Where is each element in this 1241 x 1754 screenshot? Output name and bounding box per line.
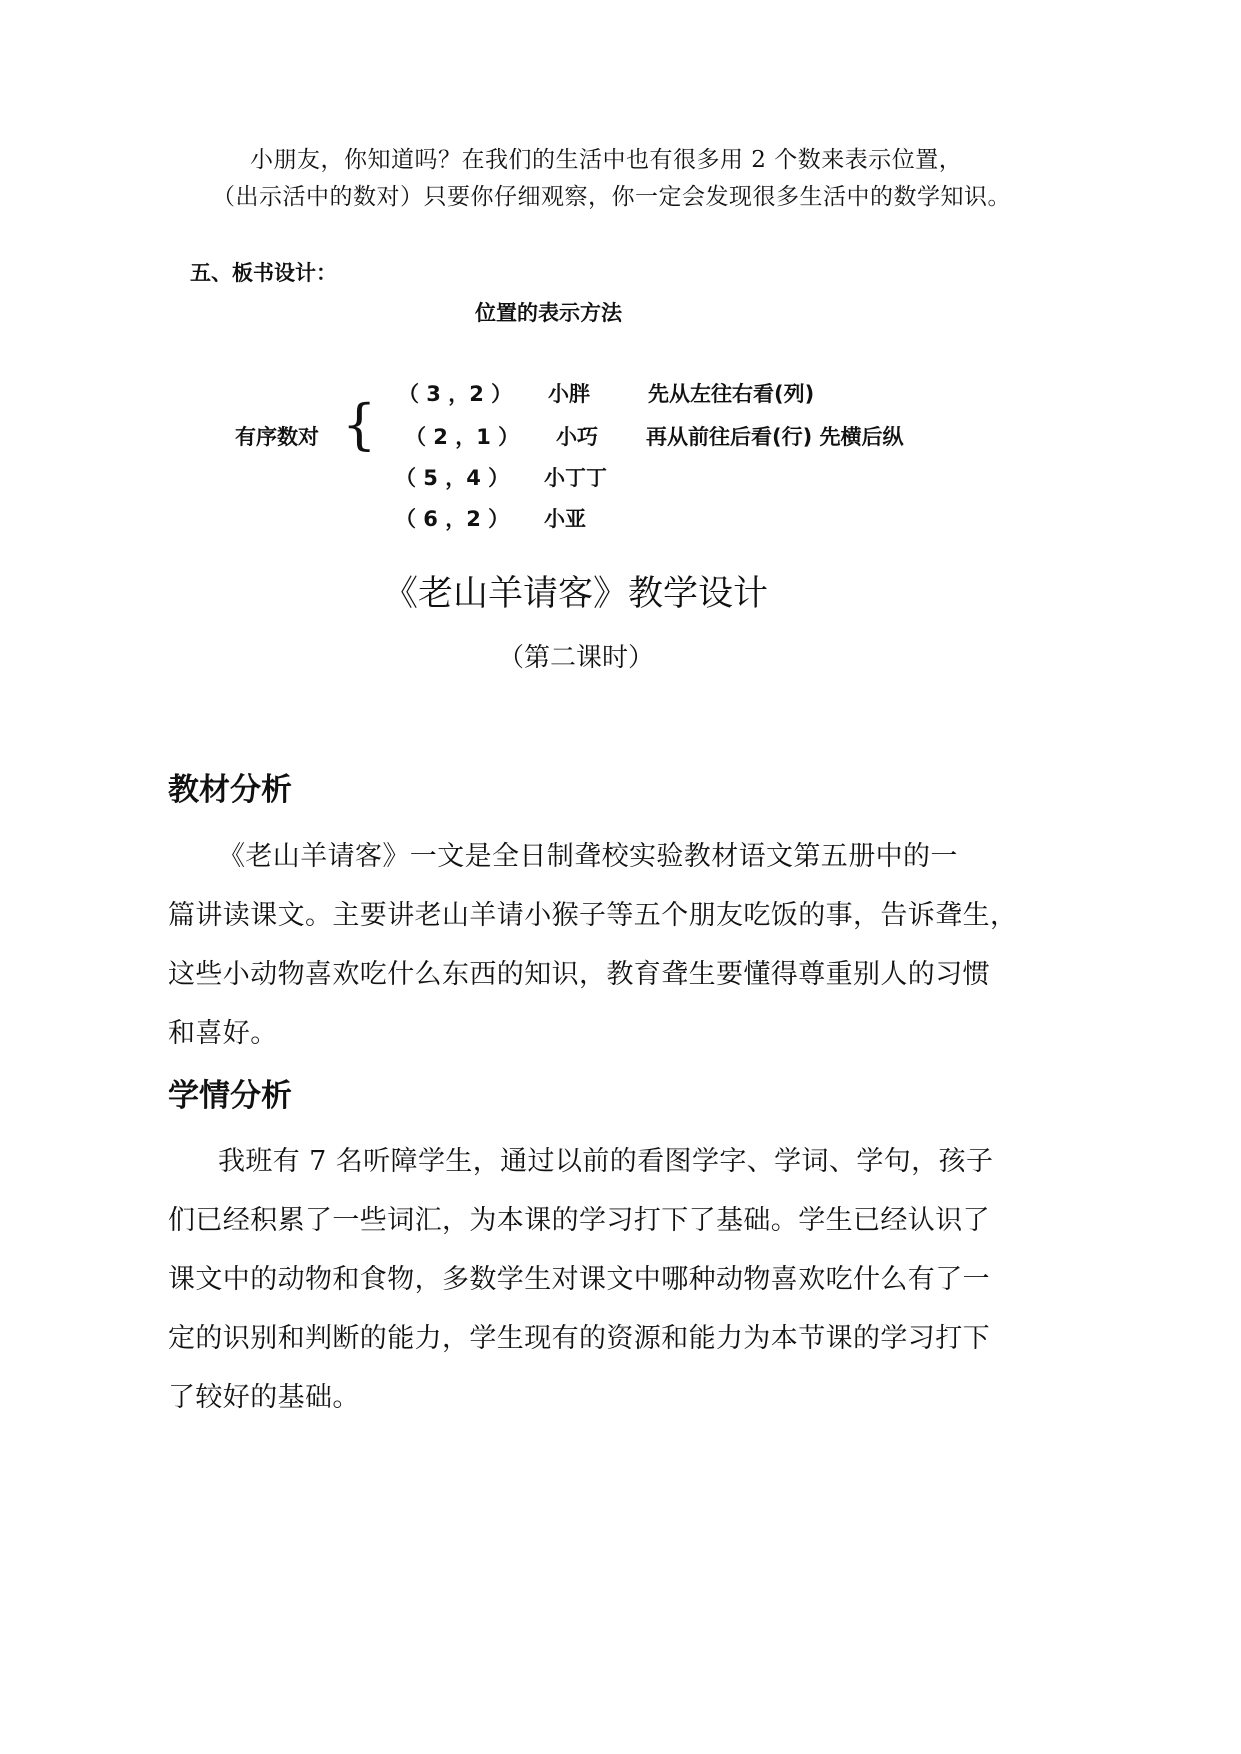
pair-row-1: （ 3 ，2 ） — [398, 382, 513, 406]
paragraph-line: 课文中的动物和食物，多数学生对课文中哪种动物喜欢吃什么有了一 — [168, 1264, 990, 1295]
section-heading-material: 教材分析 — [168, 772, 292, 808]
board-heading: 五、板书设计： — [190, 261, 337, 285]
paragraph-line: 了较好的基础。 — [168, 1382, 360, 1413]
pair-name-1: 小胖 — [548, 382, 590, 406]
paragraph-line: 篇讲读课文。主要讲老山羊请小猴子等五个朋友吃饭的事，告诉聋生， — [168, 900, 1018, 931]
intro-line-1: 小朋友，你知道吗？在我们的生活中也有很多用 2 个数来表示位置， — [250, 147, 963, 173]
pair-note-1: 先从左往右看(列) — [648, 382, 815, 406]
board-title: 位置的表示方法 — [475, 301, 622, 325]
pair-row-3: （ 5 ，4 ） — [395, 466, 510, 490]
paragraph-line: 定的识别和判断的能力，学生现有的资源和能力为本节课的学习打下 — [168, 1323, 990, 1354]
ordered-pair-label: 有序数对 — [235, 425, 319, 449]
paragraph-line: 我班有 7 名听障学生，通过以前的看图学字、学词、学句，孩子 — [218, 1146, 994, 1177]
lesson-title: 《老山羊请客》教学设计 — [383, 574, 769, 614]
pair-name-2: 小巧 — [556, 425, 598, 449]
section-heading-students: 学情分析 — [168, 1078, 292, 1114]
pair-note-2: 再从前往后看(行) 先横后纵 — [646, 425, 904, 449]
paragraph-line: 和喜好。 — [168, 1018, 278, 1049]
pair-row-2: （ 2 ，1 ） — [405, 425, 520, 449]
paragraph-line: 这些小动物喜欢吃什么东西的知识，教育聋生要懂得尊重别人的习惯 — [168, 959, 990, 990]
paragraph-line: 们已经积累了一些词汇，为本课的学习打下了基础。学生已经认识了 — [168, 1205, 990, 1236]
pair-name-3: 小丁丁 — [544, 466, 607, 490]
pair-row-4: （ 6 ，2 ） — [395, 507, 510, 531]
pair-name-4: 小亚 — [544, 507, 586, 531]
brace-symbol: { — [342, 393, 377, 456]
lesson-subtitle: （第二课时） — [498, 643, 655, 673]
paragraph-line: 《老山羊请客》一文是全日制聋校实验教材语文第五册中的一 — [218, 841, 958, 872]
intro-line-2: （出示活中的数对）只要你仔细观察，你一定会发现很多生活中的数学知识。 — [212, 184, 1011, 210]
